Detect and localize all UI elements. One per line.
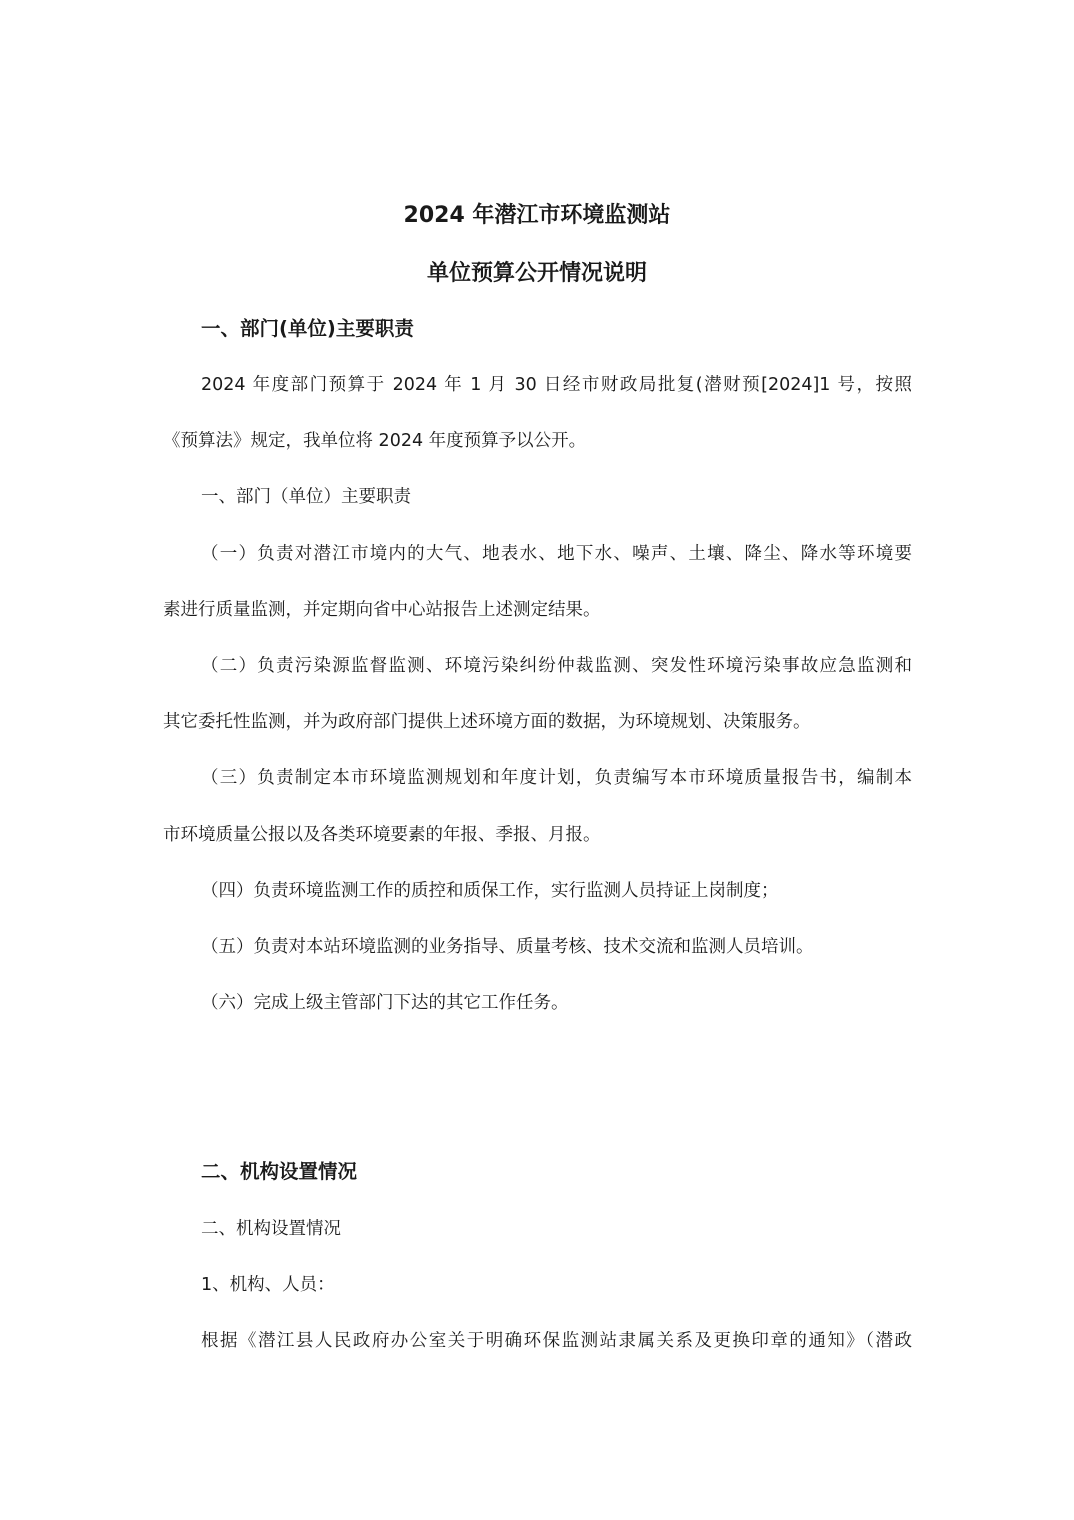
section2-subheading: 二、机构设置情况 [201,1219,341,1239]
section2-heading: 二、机构设置情况 [201,1160,358,1183]
section1-subheading: 一、部门（单位）主要职责 [201,487,411,507]
duty-item-4: （四）负责环境监测工作的质控和质保工作，实行监测人员持证上岗制度； [201,881,779,901]
duty-item-2-line-1: （二）负责污染源监督监测、环境污染纠纷仲裁监测、突发性环境污染事故应急监测和 [201,656,912,676]
intro-line-2: 《预算法》规定，我单位将 2024 年度预算予以公开。 [163,431,587,451]
org-paragraph-line-1: 根据《潜江县人民政府办公室关于明确环保监测站隶属关系及更换印章的通知》（潜政 [201,1331,912,1351]
duty-item-6: （六）完成上级主管部门下达的其它工作任务。 [201,993,569,1013]
duty-item-3-line-1: （三）负责制定本市环境监测规划和年度计划，负责编写本市环境质量报告书，编制本 [201,768,912,788]
duty-item-3-line-2: 市环境质量公报以及各类环境要素的年报、季报、月报。 [163,825,601,845]
duty-item-1-line-2: 素进行质量监测，并定期向省中心站报告上述测定结果。 [163,600,601,620]
document-title: 2024 年潜江市环境监测站 [403,203,671,228]
org-item-1: 1、机构、人员： [201,1275,335,1295]
section1-heading: 一、部门(单位)主要职责 [201,317,414,340]
duty-item-1-line-1: （一）负责对潜江市境内的大气、地表水、地下水、噪声、土壤、降尘、降水等环境要 [201,544,912,564]
intro-line-1: 2024 年度部门预算于 2024 年 1 月 30 日经市财政局批复(潜财预[2024]1 号，按照 [201,375,912,395]
document-subtitle: 单位预算公开情况说明 [426,261,647,286]
duty-item-5: （五）负责对本站环境监测的业务指导、质量考核、技术交流和监测人员培训。 [201,937,814,957]
duty-item-2-line-2: 其它委托性监测，并为政府部门提供上述环境方面的数据，为环境规划、决策服务。 [163,712,811,732]
